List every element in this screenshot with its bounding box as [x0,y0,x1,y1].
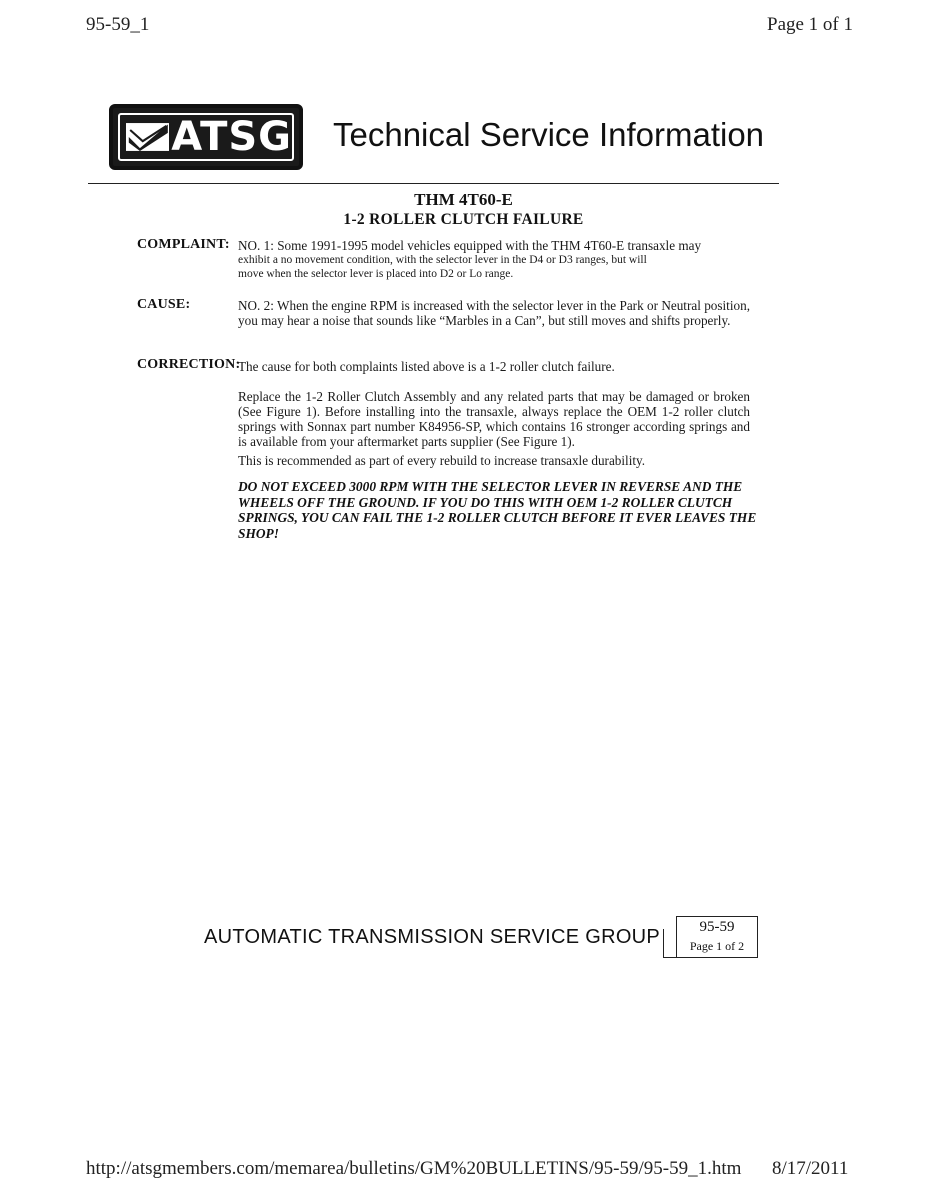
cause-text: NO. 2: When the engine RPM is increased with the selector lever in the Park or Neutral position, you may hear a noise that sounds like “Marbles in a Can”, but still moves and shifts properly. [238,298,750,328]
complaint-line-1: NO. 1: Some 1991-1995 model vehicles equipped with the THM 4T60-E transaxle may [238,238,702,253]
correction-text: The cause for both complaints listed above is a 1-2 roller clutch failure. [238,359,615,374]
print-header-doc-id: 95-59_1 [86,14,150,35]
print-footer-url: http://atsgmembers.com/memarea/bulletins/GM%20BULLETINS/95-59/95-59_1.htm [86,1158,742,1179]
cause-label: CAUSE: [137,297,191,312]
footer-group-name: AUTOMATIC TRANSMISSION SERVICE GROUP [204,926,661,948]
correction-label: CORRECTION: [137,357,241,372]
warning-text: DO NOT EXCEED 3000 RPM WITH THE SELECTOR LEVER IN REVERSE AND THE WHEELS OFF THE GROUND. IF YOU DO THIS WITH OEM 1-2 ROLLER CLUTCH SPRINGS, YOU CAN FAIL THE 1-2 ROLLER CLUTCH BEFORE IT EVER LEAVES THE SHOP! [238,479,757,541]
logo-text: ATSG [171,114,292,160]
header-divider [88,183,779,184]
complaint-line-2: exhibit a no movement condition, with the selector lever in the D4 or D3 ranges, but will [238,254,647,266]
complaint-text [238,238,750,281]
correction-note: This is recommended as part of every rebuild to increase transaxle durability. [238,453,646,468]
print-footer-date: 8/17/2011 [772,1158,849,1179]
page-title: Technical Service Information [333,116,765,153]
bulletin-title: 1-2 ROLLER CLUTCH FAILURE [343,211,584,228]
complaint-label: COMPLAINT: [137,237,230,252]
bulletin-page: Page 1 of 2 [689,939,745,953]
checkmark-icon [126,117,169,157]
bulletin-model: THM 4T60-E [414,190,513,209]
atsg-logo [109,104,303,170]
bulletin-number-box [676,916,758,958]
bulletin-number: 95-59 [699,919,735,935]
complaint-line-3: move when the selector lever is placed into D2 or Lo range. [238,268,514,280]
print-header-page: Page 1 of 1 [767,14,854,35]
correction-detail: Replace the 1-2 Roller Clutch Assembly and any related parts that may be damaged or broken (See Figure 1). Before installing into the transaxle, always replace the OEM 1-2 roller clutch springs with Sonnax part number K84956-SP, which contains 16 stronger according springs and is available from your aftermarket parts supplier (See Figure 1). [238,389,750,449]
